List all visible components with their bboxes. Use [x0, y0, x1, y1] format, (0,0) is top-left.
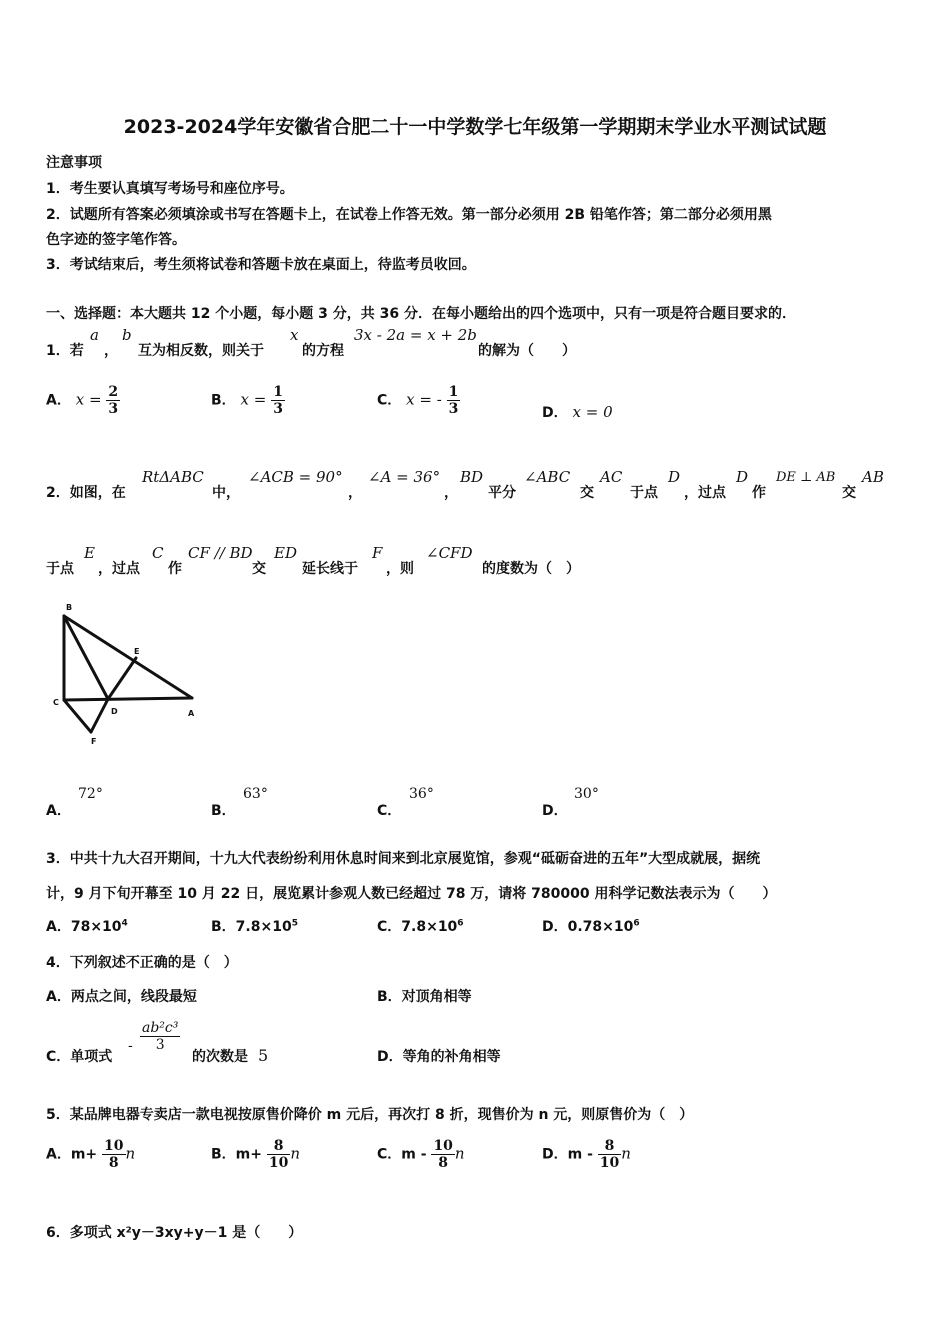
q2-option-b: B． — [211, 803, 236, 819]
q4-option-d: D．等角的补角相等 — [377, 1049, 501, 1065]
q1-option-a: A． x = $\frac{2}{3}$ — [46, 384, 119, 417]
notice-item: 2．试题所有答案必须填涂或书写在答题卡上，在试卷上作答无效。第一部分必须用 2B 铅笔作答；第二部分必须用黑 — [46, 207, 772, 223]
segment-ca — [64, 698, 192, 700]
label-e: E — [134, 647, 140, 656]
segment-cf — [64, 700, 91, 732]
q2-option-a: A． — [46, 803, 71, 819]
q1-option-b: B． x = $\frac{1}{3}$ — [211, 384, 283, 417]
segment-fd — [91, 699, 108, 732]
label-b: B — [66, 603, 73, 612]
triangle-figure — [46, 598, 206, 748]
question-4-stem: 4．下列叙述不正确的是（ ） — [46, 955, 238, 971]
label-f: F — [91, 737, 97, 746]
q2-option-d: D． — [542, 803, 568, 819]
q2-option-a-value: 72° — [78, 786, 103, 802]
q2-option-c-value: 36° — [409, 786, 434, 802]
label-c: C — [53, 698, 59, 707]
q3-option-b: B．$7.8\times 10^5$ — [211, 918, 298, 935]
q5-option-b: B．m+ $\frac{8}{10}$ n — [211, 1138, 301, 1171]
segment-de — [108, 658, 136, 699]
notice-heading: 注意事项 — [46, 155, 102, 171]
notice-item: 1．考生要认真填写考场号和座位序号。 — [46, 181, 294, 197]
notice-item: 色字迹的签字笔作答。 — [46, 232, 186, 248]
q3-option-c: C．$7.8\times 10^6$ — [377, 918, 464, 935]
q4-option-b: B．对顶角相等 — [377, 989, 472, 1005]
notice-item: 3．考试结束后，考生须将试卷和答题卡放在桌面上，待监考员收回。 — [46, 257, 476, 273]
question-2-line-2: 于点 E ，过点 C 作 CF // BD 交 ED 延长线于 F ，则 ∠CFD 的度数为（ ） — [46, 544, 580, 577]
question-6-stem: 6．多项式 x²y－3xy+y－1 是（ ） — [46, 1225, 303, 1241]
q5-option-c: C．m - $\frac{10}{8}$ n — [377, 1138, 465, 1171]
q4-option-a: A．两点之间，线段最短 — [46, 989, 197, 1005]
page-title: 2023-2024学年安徽省合肥二十一中学数学七年级第一学期期末学业水平测试试题 — [123, 116, 827, 138]
q2-option-b-value: 63° — [243, 786, 268, 802]
question-5-stem: 5．某品牌电器专卖店一款电视按原售价降价 m 元后，再次打 8 折，现售价为 n 元，则原售价为（ ） — [46, 1107, 694, 1123]
q1-option-c: C． x = - $\frac{1}{3}$ — [377, 384, 459, 417]
q3-option-a: A．$78\times 10^4$ — [46, 918, 128, 935]
segment-ba — [64, 616, 192, 698]
label-d: D — [111, 707, 118, 716]
q2-option-c: C． — [377, 803, 402, 819]
q4-option-c: C．单项式 - $\frac{\text{ab²c³}}{3}$ 的次数是 5 — [46, 1020, 269, 1065]
question-3-line-1: 3．中共十九大召开期间，十九大代表纷纷利用休息时间来到北京展览馆，参观“砥砺奋进的五年”大型成就展，据统 — [46, 851, 761, 867]
label-a: A — [188, 709, 195, 718]
equation: 3x - 2a = x + 2b — [354, 326, 477, 344]
q1-option-d: D． x = 0 — [542, 403, 613, 421]
q5-option-a: A．m+ $\frac{10}{8}$ n — [46, 1138, 136, 1171]
q2-option-d-value: 30° — [574, 786, 599, 802]
section-heading: 一、选择题：本大题共 12 个小题，每小题 3 分，共 36 分．在每小题给出的四个选项中，只有一项是符合题目要求的． — [46, 306, 796, 322]
q3-option-d: D．$0.78\times 10^6$ — [542, 918, 640, 935]
question-2-line-1: 2．如图，在 RtΔABC 中， ∠ACB = 90° ， ∠A = 36° ， BD 平分 ∠ABC 交 AC 于点 D ，过点 D 作 DE ⊥ AB 交 AB — [46, 468, 884, 501]
question-3-line-2: 计，9 月下旬开幕至 10 月 22 日，展览累计参观人数已经超过 78 万，请将 780000 用科学记数法表示为（ ） — [46, 886, 777, 902]
q5-option-d: D．m - $\frac{8}{10}$ n — [542, 1138, 631, 1171]
